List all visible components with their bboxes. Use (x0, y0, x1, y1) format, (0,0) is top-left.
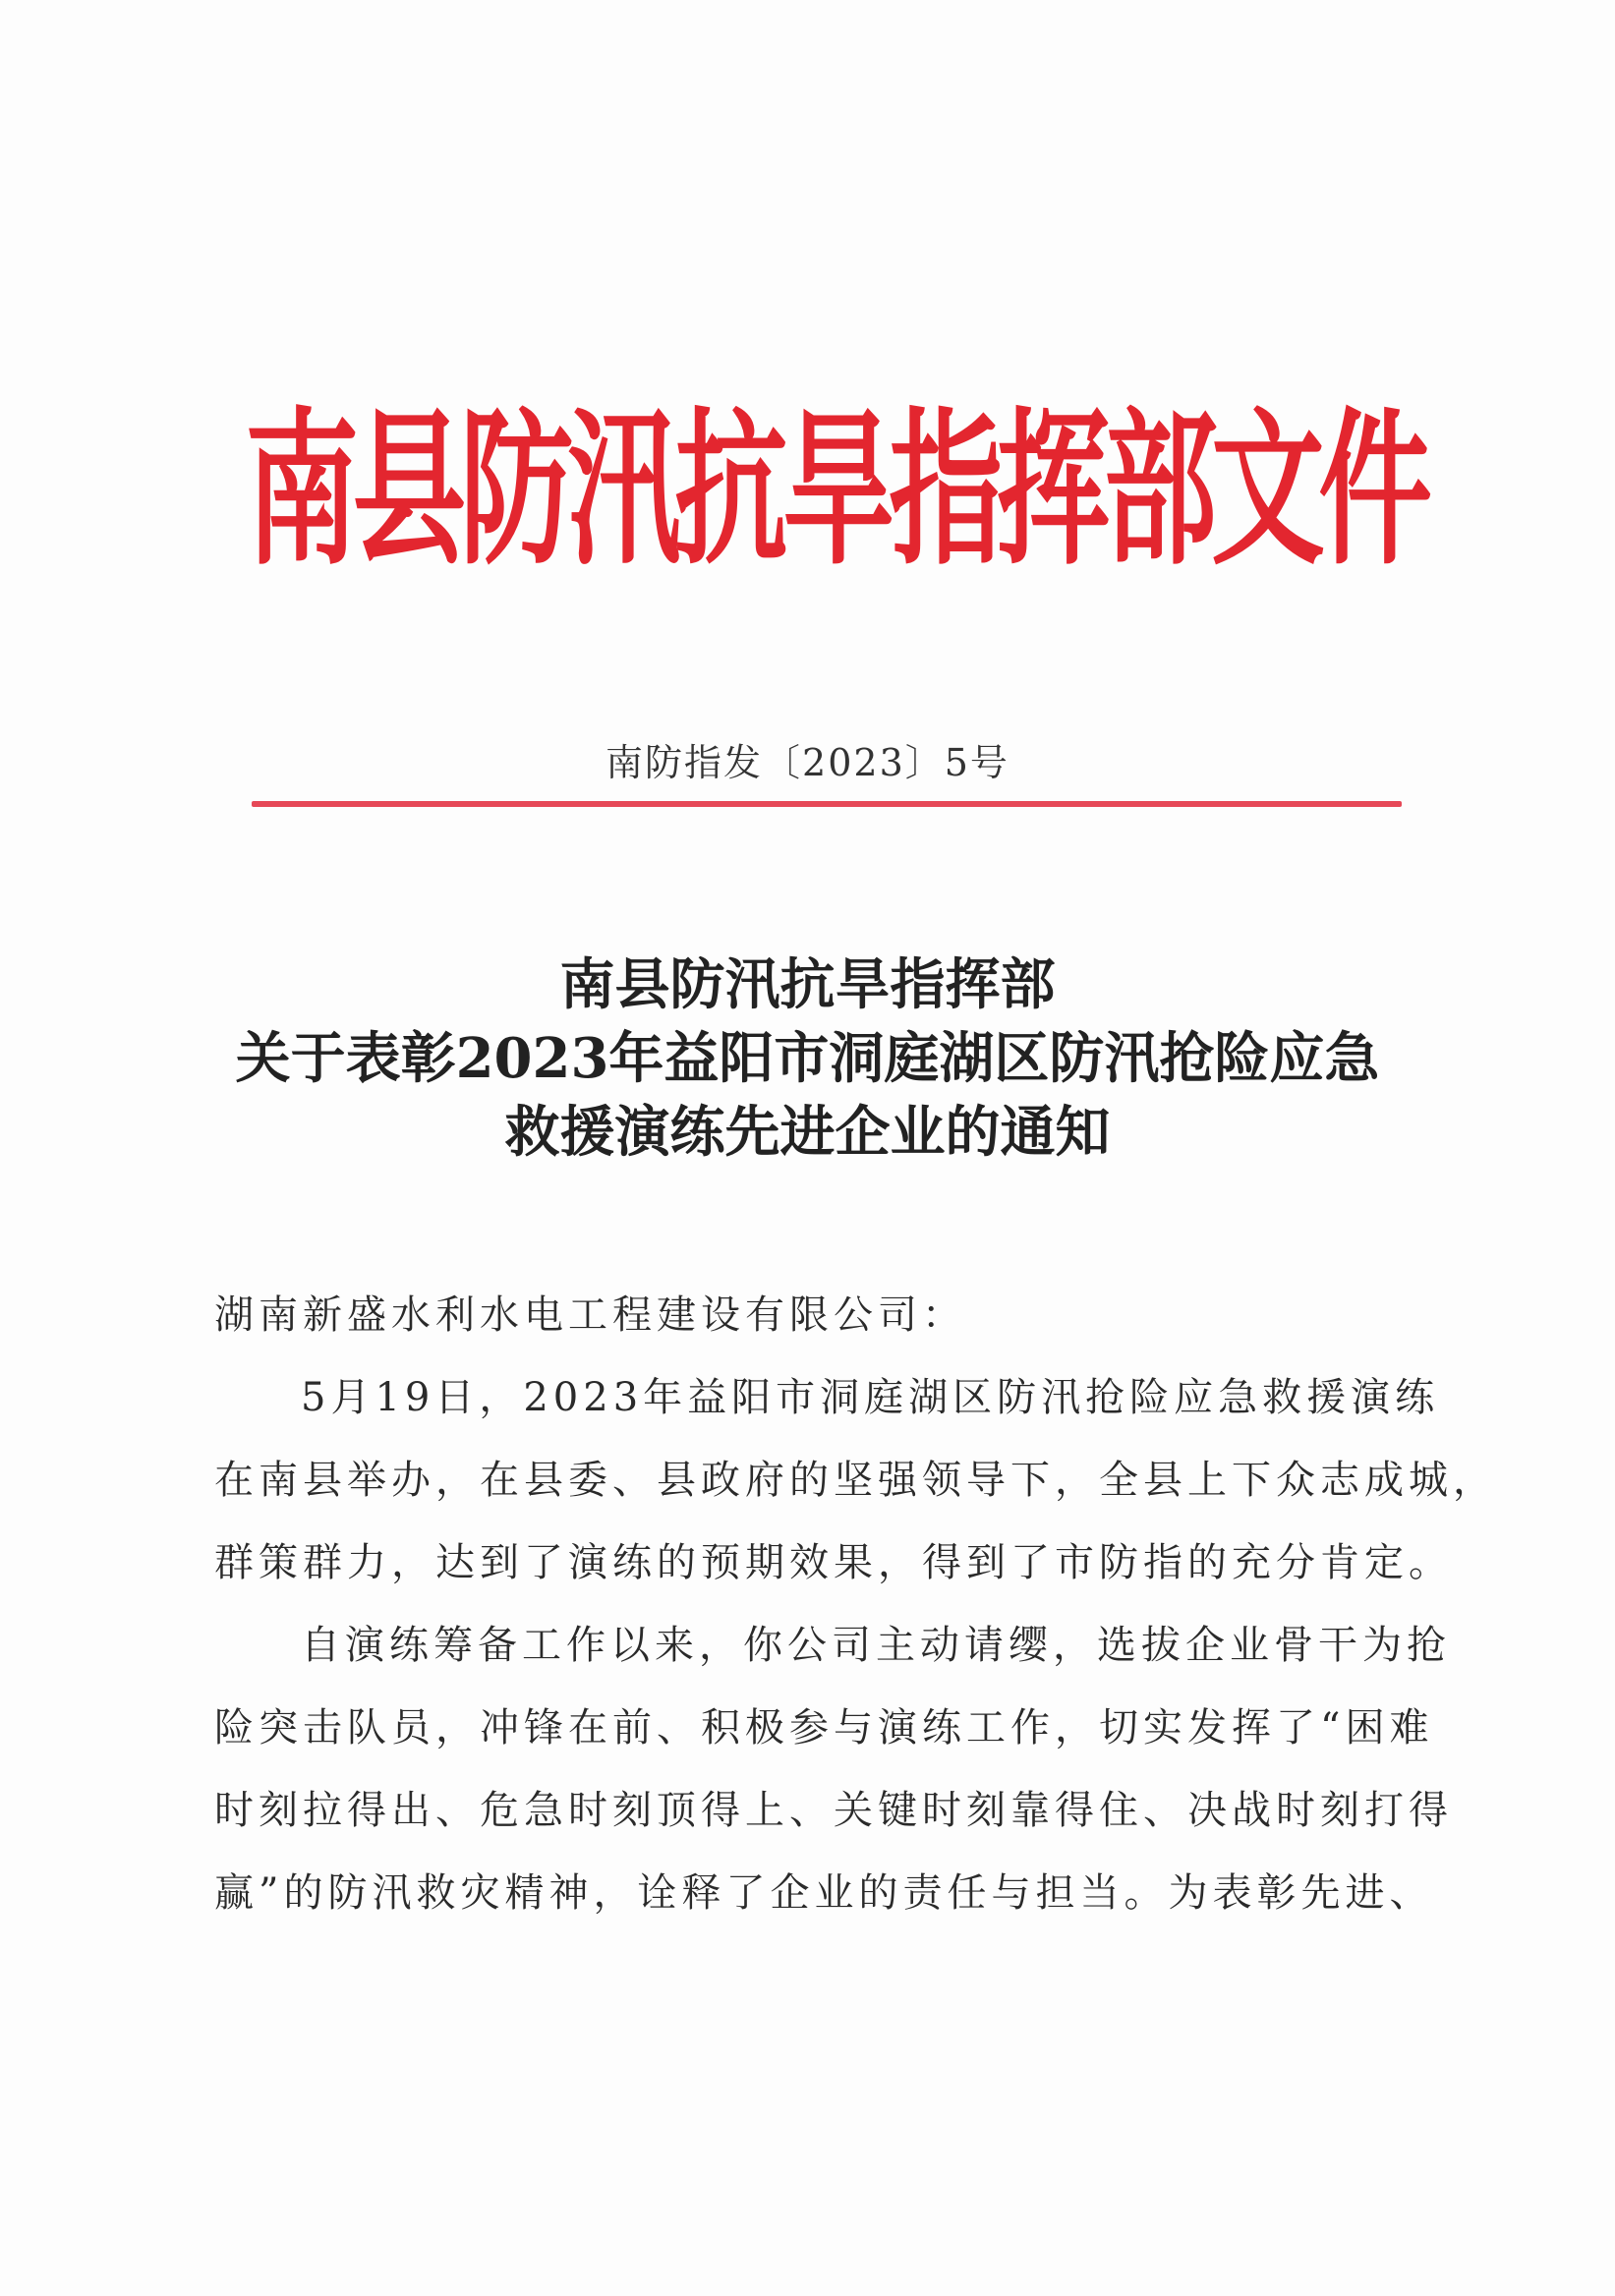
body-line: 自演练筹备工作以来，你公司主动请缨，选拔企业骨干为抢 (301, 1623, 1451, 1668)
masthead-title: 南县防汛抗旱指挥部文件 (245, 392, 1426, 588)
notice-body (214, 1274, 1497, 1934)
body-line: 群策群力，达到了演练的预期效果，得到了市防指的充分肯定。 (214, 1540, 1453, 1585)
body-line: 赢”的防汛救灾精神，诠释了企业的责任与担当。为表彰先进、 (214, 1870, 1434, 1916)
body-line: 时刻拉得出、危急时刻顶得上、关键时刻靠得住、决战时刻打得 (214, 1788, 1453, 1833)
body-line: 险突击队员，冲锋在前、积极参与演练工作，切实发挥了“困难 (214, 1705, 1434, 1751)
title-line-2: 关于表彰2023年益阳市洞庭湖区防汛抢险应急 (235, 1026, 1380, 1091)
body-line: 在南县举办，在县委、县政府的坚强领导下，全县上下众志成城， (214, 1458, 1497, 1503)
document-number: 南防指发〔2023〕5号 (606, 741, 1009, 784)
notice-title (0, 948, 1615, 1170)
red-divider-line (252, 801, 1402, 807)
addressee-line: 湖南新盛水利水电工程建设有限公司： (214, 1292, 966, 1338)
body-line: 5月19日，2023年益阳市洞庭湖区防汛抢险应急救援演练 (301, 1375, 1440, 1420)
title-line-3: 救援演练先进企业的通知 (504, 1100, 1111, 1165)
title-line-1: 南县防汛抗旱指挥部 (559, 952, 1056, 1017)
